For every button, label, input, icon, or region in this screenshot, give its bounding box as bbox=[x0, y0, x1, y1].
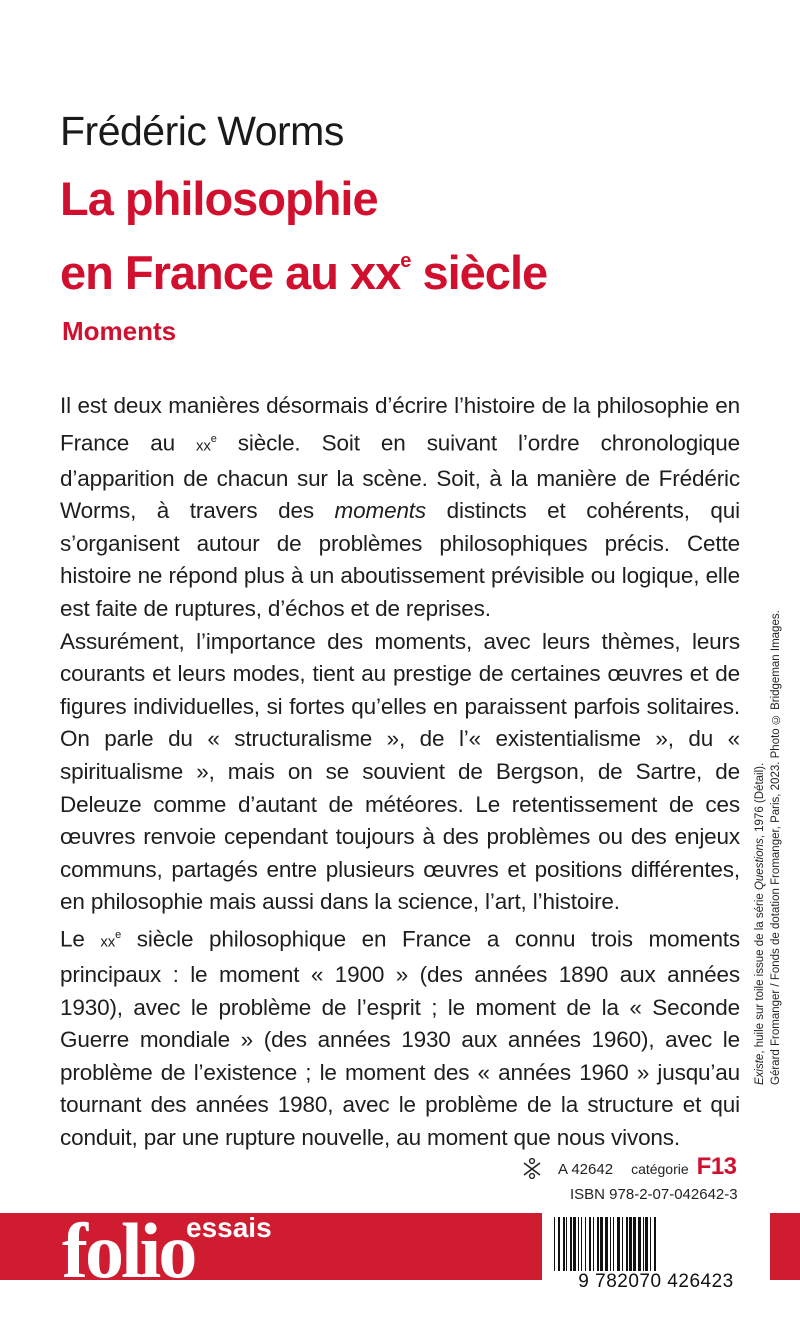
barcode-bar bbox=[629, 1217, 632, 1271]
blurb-paragraph-3 bbox=[60, 919, 740, 1155]
category-label: catégorie bbox=[631, 1161, 689, 1177]
barcode-bar bbox=[573, 1217, 576, 1271]
title-line-2 bbox=[60, 230, 547, 304]
barcode-bar bbox=[622, 1217, 623, 1271]
barcode-bar bbox=[554, 1217, 555, 1271]
barcode-bar bbox=[613, 1217, 614, 1271]
title-line-2-suffix: siècle bbox=[410, 246, 548, 299]
barcode-bar bbox=[654, 1217, 656, 1271]
barcode-bar bbox=[558, 1217, 560, 1271]
blurb-paragraph-2: Assurément, l’importance des moments, avec leurs thèmes, leurs courants et leurs modes, tient au prestige de certaines œuvres et de figures individuelles, si fortes qu’elles en paraissent parfois solitaires. On parle du « structuralisme », de l’« existentialisme », du « spiritualisme », mais on se souvient de Bergson, de Sartre, de Deleuze comme d’autant de météores. Le retentissement de ces œuvres renvoie cependant toujours à des problèmes ou des enjeux communs, partagés entre plusieurs œuvres et positions différentes, en philosophie mais aussi dans la science, l’art, l’histoire. bbox=[60, 628, 740, 915]
credit-line-1 bbox=[752, 535, 768, 1085]
credit-line-1-a: , huile sur toile issue de la série bbox=[754, 890, 766, 1054]
barcode-bar bbox=[563, 1217, 565, 1271]
credit-series-title: Questions bbox=[754, 838, 766, 891]
blurb-p3-smallcaps: xx bbox=[100, 933, 116, 951]
barcode-bar bbox=[650, 1217, 651, 1271]
book-title bbox=[60, 168, 547, 304]
blurb-p1-sup: e bbox=[210, 432, 217, 445]
barcode-bar bbox=[610, 1217, 611, 1271]
title-line-2-prefix: en France au xx bbox=[60, 246, 401, 299]
barcode-bar bbox=[578, 1217, 579, 1271]
blurb-p1-text-c: distincts et cohérents, qui s’organisent autour de problèmes philosophiques précis. Cette histoire ne répond plus à un aboutissement prévisible ou logique, elle est faite de ruptures, d’échos et de reprises. bbox=[60, 498, 740, 622]
category-code: F13 bbox=[696, 1153, 737, 1180]
essais-logo: essais bbox=[186, 1212, 272, 1243]
barcode-bar bbox=[593, 1217, 594, 1271]
barcode-bars bbox=[550, 1217, 762, 1275]
barcode-digits: 9 782070 426423 bbox=[542, 1271, 770, 1293]
barcode-bar bbox=[581, 1217, 582, 1271]
book-subtitle: Moments bbox=[62, 316, 177, 346]
barcode-bar bbox=[626, 1217, 628, 1271]
author-name: Frédéric Worms bbox=[60, 108, 344, 154]
credit-line-2: Gérard Fromanger / Fonds de dotation Fromanger, Paris, 2023. Photo © Bridgeman Images. bbox=[770, 610, 782, 1085]
barcode-bar bbox=[645, 1217, 648, 1271]
barcode-bar bbox=[643, 1217, 644, 1271]
blurb-p3-sup: e bbox=[115, 929, 122, 941]
title-superscript: e bbox=[400, 250, 411, 272]
folio-logo: folio bbox=[62, 1207, 195, 1294]
blurb-p1-text-b: siècle. Soit en suivant l’ordre chronologique d’apparition de chacun sur la scène. Soit, à la manière de Frédéric Worms, à travers des bbox=[60, 430, 741, 524]
barcode-bar bbox=[633, 1217, 636, 1271]
credit-line-1-b: , 1976 (Détail). bbox=[754, 762, 766, 839]
image-credit bbox=[752, 535, 784, 1085]
barcode-bar bbox=[597, 1217, 599, 1271]
barcode-bar bbox=[566, 1217, 567, 1271]
blurb-p1-smallcaps: xx bbox=[196, 437, 211, 455]
isbn-text: ISBN 978-2-07-042642-3 bbox=[570, 1186, 738, 1203]
blurb-paragraph-1 bbox=[60, 390, 740, 626]
credit-artwork-title: Existe bbox=[754, 1053, 766, 1085]
back-cover-blurb bbox=[60, 390, 740, 1155]
blurb-p1-text-a: Il est deux manières désormais d’écrire l’histoire de la philosophie en France au bbox=[60, 393, 740, 456]
blurb-p1-emphasis: moments bbox=[334, 498, 427, 524]
catalog-meta-row bbox=[520, 1153, 737, 1183]
barcode-bar bbox=[600, 1217, 603, 1271]
blurb-p3-text-a: Le bbox=[60, 926, 101, 952]
barcode-bar bbox=[617, 1217, 620, 1271]
catalog-number: A 42642 bbox=[558, 1161, 614, 1178]
barcode-bar bbox=[585, 1217, 586, 1271]
barcode-bar bbox=[570, 1217, 572, 1271]
title-line-1: La philosophie bbox=[60, 172, 378, 225]
blurb-p3-text-b: siècle philosophique en France a connu trois moments principaux : le moment « 1900 » (des années 1890 aux années 1930), avec le problème de l’esprit ; le moment de la « Seconde Guerre mondiale » (des années 1930 aux années 1960), avec le problème de l’existence ; le moment des « années 1960 » jusqu’au tournant des années 1980, avec le problème de la structure et qui conduit, par une rupture nouvelle, au moment que nous vivons. bbox=[60, 926, 741, 1151]
barcode bbox=[542, 1213, 770, 1293]
publisher-emblem-icon bbox=[520, 1157, 544, 1179]
barcode-bar bbox=[589, 1217, 591, 1271]
barcode-bar bbox=[638, 1217, 641, 1271]
barcode-bar bbox=[605, 1217, 608, 1271]
